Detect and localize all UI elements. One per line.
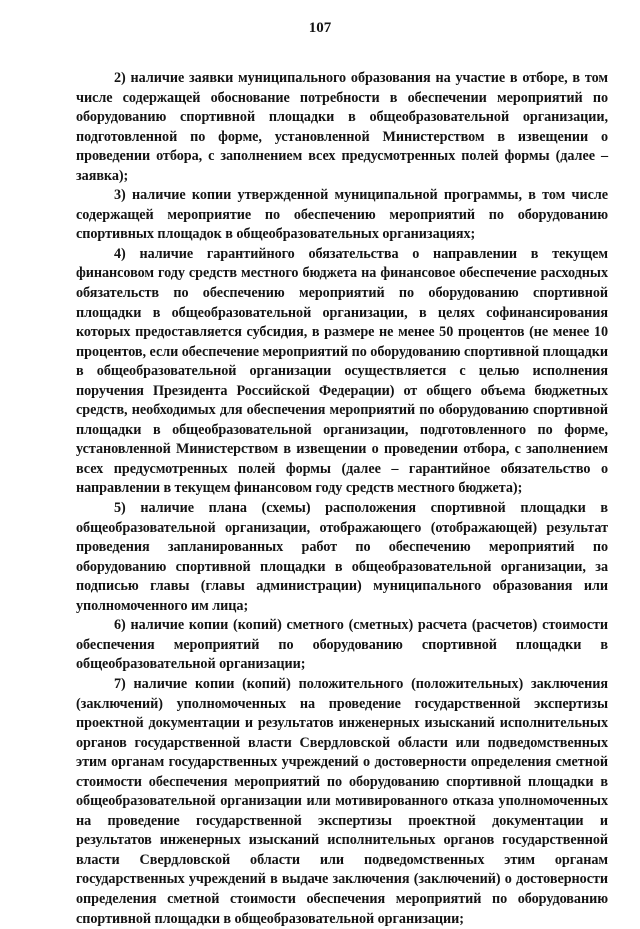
paragraph-item-7: 7) наличие копии (копий) положительного (положительных) заключения (заключений) уполномоченных на проведение государственной экспертизы проектной документации и результатов инженерных изысканий исполнительных органов государственной власти Свердловской области или подведомственных этим органам государственных учреждений о достоверности определения сметной стоимости обеспечения мероприятий по оборудованию спортивной площадки в общеобразовательной организации или мотивированного отказа уполномоченных на проведение государственной экспертизы проектной документации и результатов инженерных изысканий исполнительных органов государственной власти Свердловской области или подведомственных этим органам государственных учреждений в выдаче заключения (заключений) о достоверности определения сметной стоимости обеспечения мероприятий по оборудованию спортивной площадки в общеобразовательной организации; (76, 675, 608, 927)
paragraph-item-3: 3) наличие копии утвержденной муниципальной программы, в том числе содержащей мероприятие по обеспечению мероприятий по оборудованию спортивных площадок в общеобразовательных организациях; (76, 187, 608, 243)
paragraph-item-2: 2) наличие заявки муниципального образования на участие в отборе, в том числе содержащей обоснование потребности в обеспечении мероприятий по оборудованию спортивной площадки в общеобразовательной организации, подготовленной по форме, установленной Министерством в извещении о проведении отбора, с заполнением всех предусмотренных полей формы (далее – заявка); (76, 70, 608, 184)
paragraph-item-5: 5) наличие плана (схемы) расположения спортивной площадки в общеобразовательной организации, отображающего (отображающей) результат проведения запланированных работ по обеспечению мероприятий по оборудованию спортивной площадки в общеобразовательной организации, за подписью главы (главы администрации) муниципального образования или уполномоченного им лица; (76, 500, 608, 614)
page-number: 107 (308, 20, 332, 36)
paragraph-item-4: 4) наличие гарантийного обязательства о направлении в текущем финансовом году средств местного бюджета на финансовое обеспечение расходных обязательств по обеспечению мероприятий по оборудованию спортивной площадки в общеобразовательной организации, в целях софинансирования которых предоставляется субсидия, в размере не менее 50 процентов (не менее 10 процентов, если обеспечение мероприятий по оборудованию спортивной площадки в общеобразовательной организации осуществляется с целью исполнения поручения Президента Российской Федерации) от общего объема бюджетных средств, необходимых для обеспечения мероприятий по оборудованию спортивной площадки в общеобразовательной организации, подготовленного по форме, установленной Министерством в извещении о проведении отбора, с заполнением всех предусмотренных полей формы (далее – гарантийное обязательство о направлении в текущем финансовом году средств местного бюджета); (76, 245, 608, 497)
body-text (76, 69, 608, 929)
paragraph-item-6: 6) наличие копии (копий) сметного (сметных) расчета (расчетов) стоимости обеспечения мероприятий по оборудованию спортивной площадки в общеобразовательной организации; (76, 617, 608, 673)
